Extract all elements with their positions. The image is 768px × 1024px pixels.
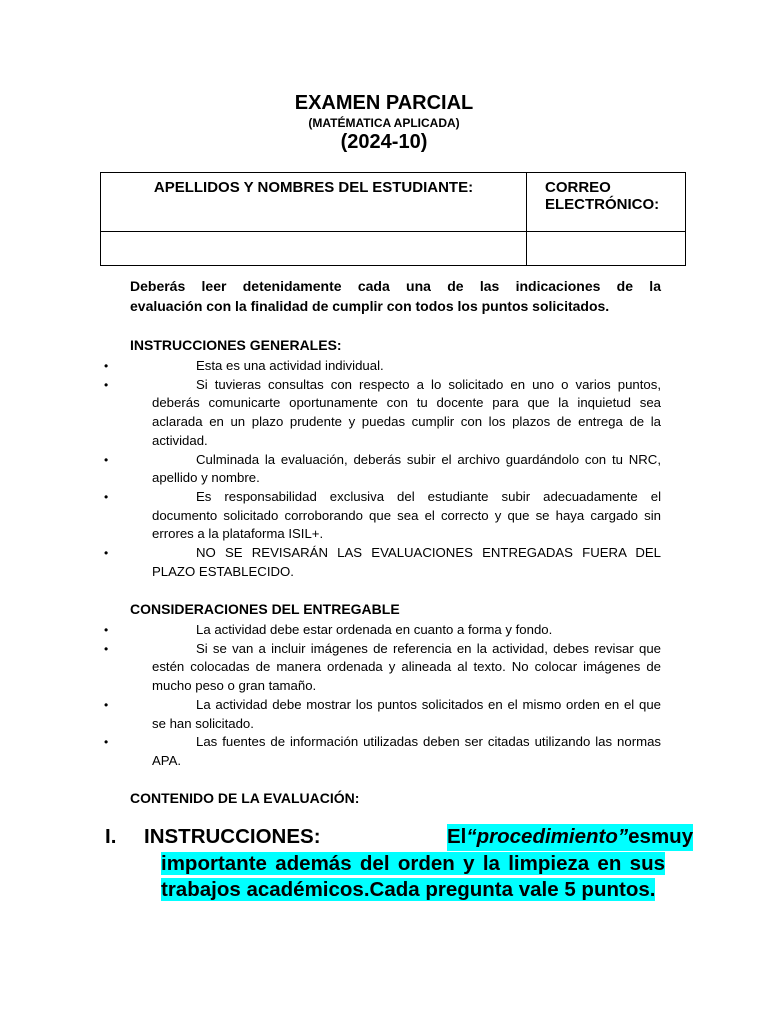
highlight-line-2: importante además del orden y la limpieza en sus	[161, 851, 665, 875]
student-email-label: CORREO ELECTRÓNICO:	[527, 173, 686, 232]
section-number: I.	[105, 825, 117, 848]
highlight-word-procedimiento: “procedimiento”	[466, 824, 628, 851]
exam-period: (2024-10)	[340, 131, 428, 153]
highlight-word: es	[628, 824, 651, 851]
bullet-icon: •	[104, 546, 109, 561]
intro-paragraph	[130, 276, 661, 316]
list-item: • La actividad debe mostrar los puntos solicitados en el mismo orden en el que se han solicitado.	[104, 696, 661, 731]
highlight-word: muy	[651, 824, 693, 851]
deliverable-heading: CONSIDERACIONES DEL ENTREGABLE	[130, 601, 400, 617]
bullet-icon: •	[104, 697, 109, 712]
highlight-line-3: trabajos académicos.Cada pregunta vale 5 puntos.	[161, 878, 656, 901]
general-instructions-list	[0, 357, 768, 581]
list-item: • Esta es una actividad individual.	[0, 357, 661, 376]
exam-subject: (MATÉMATICA APLICADA)	[308, 116, 460, 130]
bullet-icon: •	[104, 359, 109, 373]
highlight-word: El	[447, 824, 466, 851]
list-item: • Las fuentes de información utilizadas deben ser citadas utilizando las normas APA.	[104, 734, 661, 768]
bullet-icon: •	[104, 489, 109, 504]
list-item: • La actividad debe estar ordenada en cuanto a forma y fondo.	[0, 621, 661, 640]
student-email-field[interactable]	[527, 232, 686, 266]
section-highlight-line-1	[447, 824, 694, 851]
content-heading: CONTENIDO DE LA EVALUACIÓN:	[130, 790, 360, 806]
list-item: • Si tuvieras consultas con respecto a lo solicitado en uno o varios puntos, deberás comunicarte oportunamente con tu docente para que la inquietud sea aclarada en un plazo prudente y puedas cumplir con los plazos de entrega de la actividad.	[104, 376, 661, 448]
bullet-icon: •	[104, 623, 109, 637]
bullet-icon: •	[104, 452, 109, 467]
bullet-icon: •	[104, 377, 109, 392]
general-instructions-heading: INSTRUCCIONES GENERALES:	[130, 337, 342, 353]
student-name-field[interactable]	[101, 232, 527, 266]
intro-line-1: Deberás leer detenidamente cada una de las indicaciones de la	[130, 278, 661, 294]
deliverable-list	[0, 621, 768, 771]
section-highlight-text	[161, 851, 665, 904]
bullet-icon: •	[104, 735, 109, 750]
list-item: • NO SE REVISARÁN LAS EVALUACIONES ENTREGADAS FUERA DEL PLAZO ESTABLECIDO.	[104, 545, 661, 579]
bullet-icon: •	[104, 641, 109, 656]
section-label: INSTRUCCIONES:	[144, 825, 321, 848]
list-item: • Culminada la evaluación, deberás subir el archivo guardándolo con tu NRC, apellido y nombre.	[104, 451, 661, 486]
list-item: • Es responsabilidad exclusiva del estudiante subir adecuadamente el documento solicitado corroborando que sea el correcto y que se haya cargado sin errores a la plataforma ISIL+.	[104, 488, 661, 542]
exam-title: EXAMEN PARCIAL	[294, 92, 474, 114]
student-name-label: APELLIDOS Y NOMBRES DEL ESTUDIANTE:	[101, 173, 527, 232]
intro-line-2: evaluación con la finalidad de cumplir con todos los puntos solicitados.	[130, 298, 610, 314]
student-info-table	[100, 172, 686, 266]
list-item: • Si se van a incluir imágenes de referencia en la actividad, debes revisar que estén colocadas de manera ordenada y alineada al texto. No colocar imágenes de mucho peso o gran tamaño.	[104, 640, 661, 694]
